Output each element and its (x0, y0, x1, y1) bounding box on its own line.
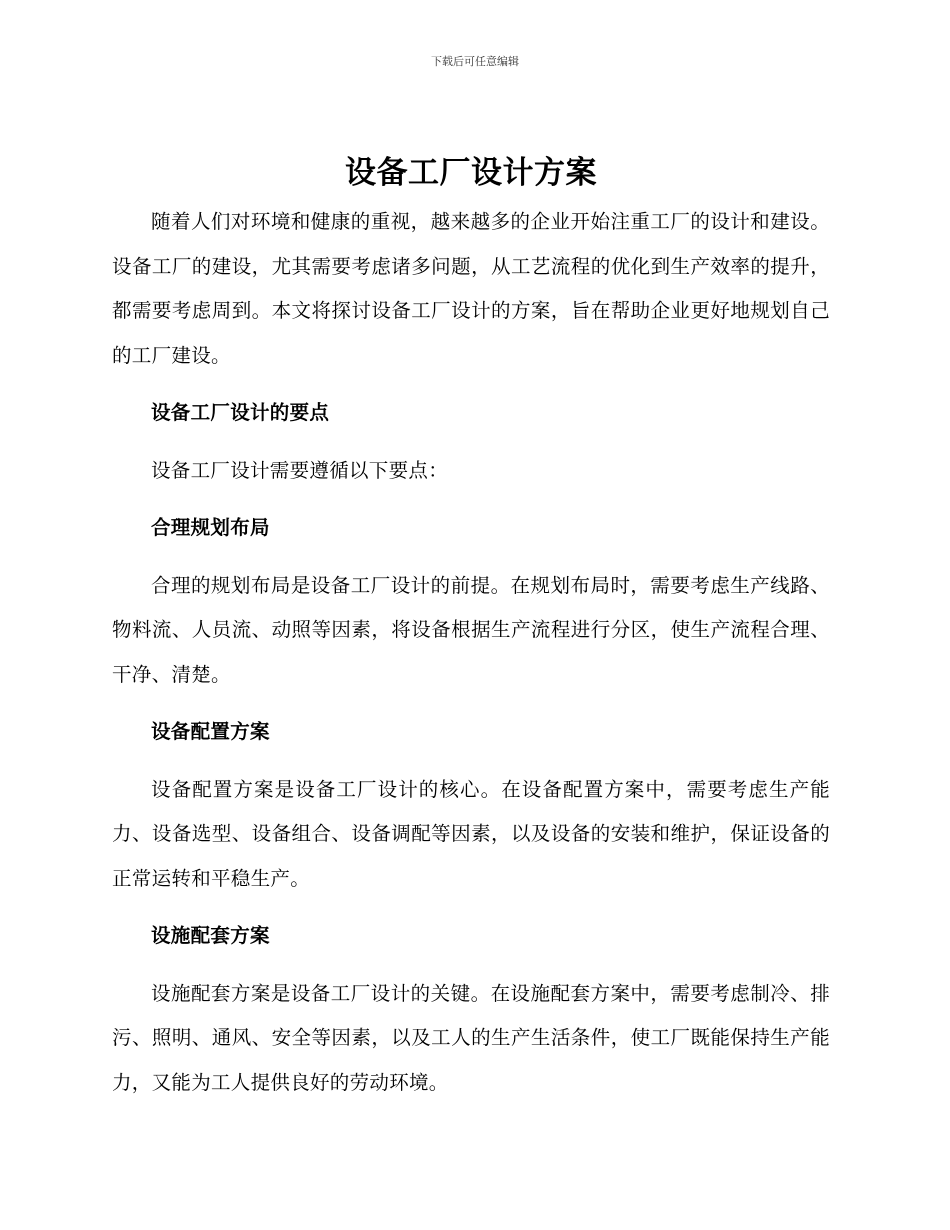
header-note: 下载后可任意编辑 (431, 55, 519, 68)
point-heading-layout: 合理规划布局 (151, 516, 270, 539)
point-heading-equipment: 设备配置方案 (151, 720, 270, 743)
section-intro-paragraph: 设备工厂设计需要遵循以下要点： (151, 458, 449, 482)
point-body-facilities: 设施配套方案是设备工厂设计的关键。在设施配套方案中，需要考虑制冷、排污、照明、通风、安全等因素，以及工人的生产生活条件，使工厂既能保持生产能力，又能为工人提供良好的劳动环境。 (112, 981, 830, 1094)
point-body-equipment: 设备配置方案是设备工厂设计的核心。在设备配置方案中，需要考虑生产能力、设备选型、设备组合、设备调配等因素，以及设备的安装和维护，保证设备的正常运转和平稳生产。 (112, 777, 830, 890)
intro-paragraph: 随着人们对环境和健康的重视，越来越多的企业开始注重工厂的设计和建设。设备工厂的建设，尤其需要考虑诸多问题，从工艺流程的优化到生产效率的提升，都需要考虑周到。本文将探讨设备工厂设计的方案，旨在帮助企业更好地规划自己的工厂建设。 (112, 210, 830, 367)
point-heading-facilities: 设施配套方案 (151, 924, 270, 947)
document-content (112, 146, 830, 1105)
document-title: 设备工厂设计方案 (345, 155, 597, 191)
section-heading: 设备工厂设计的要点 (151, 401, 330, 424)
point-body-layout: 合理的规划布局是设备工厂设计的前提。在规划布局时，需要考虑生产线路、物料流、人员流、动照等因素，将设备根据生产流程进行分区，使生产流程合理、干净、清楚。 (112, 573, 830, 686)
